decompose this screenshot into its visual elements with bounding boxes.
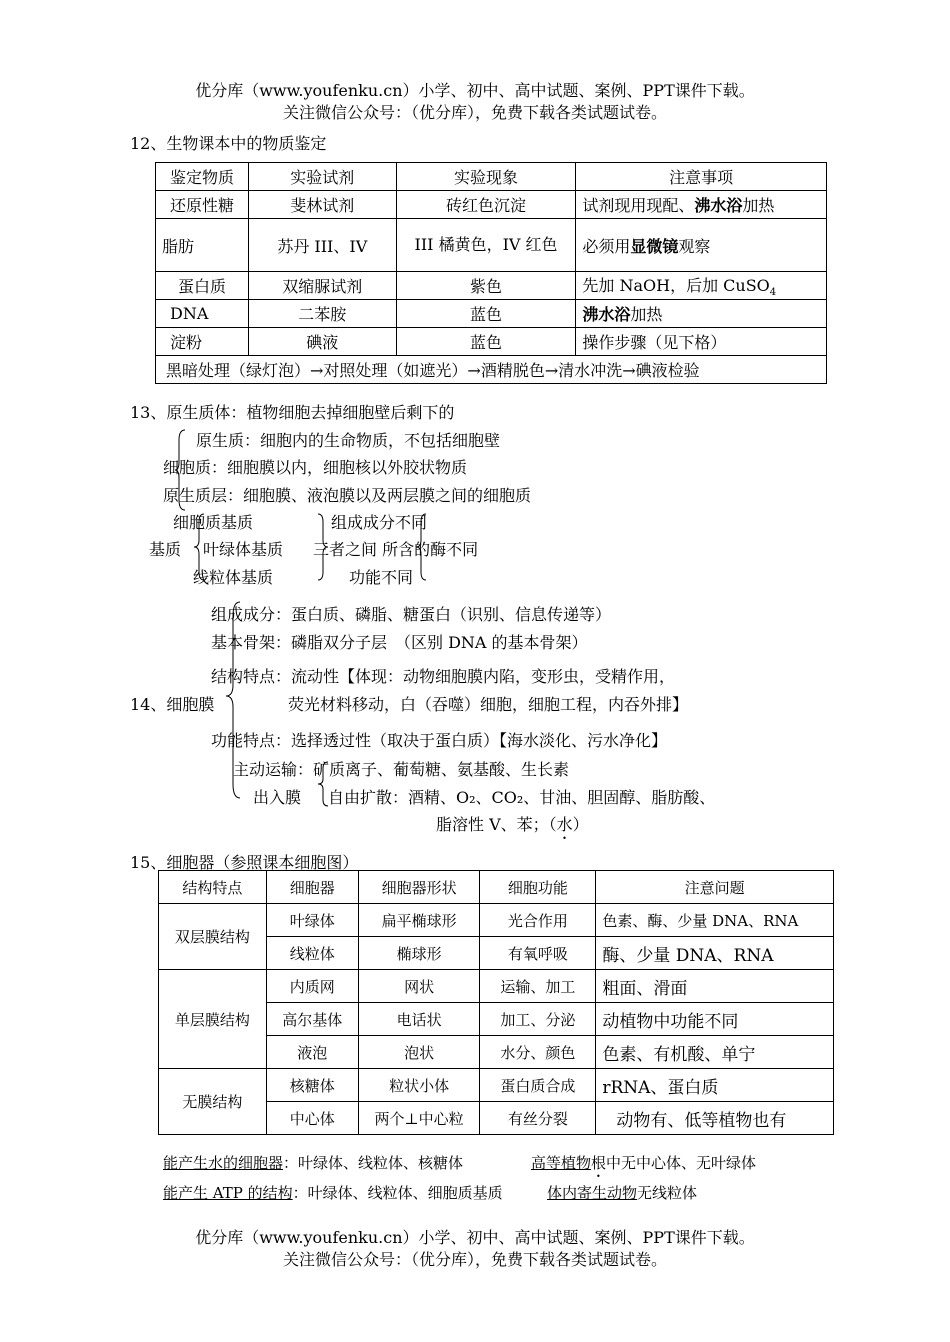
diffusion-close: ）	[572, 815, 589, 834]
diffusion-text: 脂溶性 V、苯；（	[436, 815, 557, 834]
header-cell: 细胞器	[266, 871, 358, 904]
note-text: 加热	[630, 305, 663, 324]
diff-1: 组成成分不同	[331, 513, 428, 532]
cell: III 橘黄色，IV 红色	[396, 219, 576, 272]
header-line-1: 优分库（www.youfenku.cn）小学、初中、高中试题、案例、PPT课件下载。	[195, 81, 755, 100]
cell: 紫色	[396, 272, 576, 300]
matrix-label: 基质	[149, 540, 182, 559]
section-14-label: 14、细胞膜	[130, 695, 215, 714]
header-cell: 结构特点	[159, 871, 267, 904]
cell: 苏丹 III、IV	[248, 219, 396, 272]
group-cell: 无膜结构	[159, 1069, 267, 1135]
cell: 酶、少量 DNA、RNA	[596, 937, 834, 970]
table-row	[159, 904, 834, 937]
note-parasite-text: 无线粒体	[637, 1184, 698, 1202]
cell: 碘液	[248, 328, 396, 356]
header-cell: 鉴定物质	[156, 163, 249, 191]
table-row	[156, 356, 827, 384]
protoplasm-line: 原生质：细胞内的生命物质，不包括细胞壁	[196, 431, 501, 450]
note-parasite-label: 体内寄生动物	[547, 1184, 638, 1202]
protoplast-layer-line: 原生质层：细胞膜、液泡膜以及两层膜之间的细胞质	[163, 486, 532, 505]
cell: 还原性糖	[156, 191, 249, 219]
table-header-row	[156, 163, 827, 191]
note-bold: 沸水浴	[582, 305, 631, 324]
membrane-composition: 组成成分：蛋白质、磷脂、糖蛋白（识别、信息传递等）	[211, 605, 612, 624]
matrix-3: 线粒体基质	[193, 568, 274, 587]
table-row	[159, 970, 834, 1003]
cell	[576, 272, 827, 300]
note-text: 必须用	[582, 236, 631, 256]
header-cell: 注意问题	[596, 871, 834, 904]
note-subscript: 4	[769, 287, 777, 299]
matrix-1: 细胞质基质	[173, 513, 254, 532]
note-water-label: 能产生水的细胞器	[163, 1154, 284, 1172]
note-text: 加热	[742, 196, 775, 215]
note-text: 试剂现用现配、	[582, 196, 695, 215]
table-row	[156, 272, 827, 300]
note-text: 先加 NaOH，后加 CuSO	[582, 275, 770, 295]
section-15-title: 15、细胞器（参照课本细胞图）	[130, 853, 359, 872]
membrane-function: 功能特点：选择透过性（取决于蛋白质）【海水淡化、污水净化】	[211, 731, 668, 750]
cell: 网状	[358, 970, 480, 1003]
transport-label: 出入膜	[253, 788, 302, 807]
cell: 加工、分泌	[480, 1003, 596, 1036]
note-text: 观察	[678, 236, 711, 256]
water-emphasis: 水	[556, 815, 573, 834]
steps-cell: 黑暗处理（绿灯泡）→对照处理（如遮光）→酒精脱色→清水冲洗→碘液检验	[156, 356, 827, 384]
note-higher-plants-text: 中无中心体、无叶绿体	[606, 1154, 757, 1172]
footer-line-1: 优分库（www.youfenku.cn）小学、初中、高中试题、案例、PPT课件下载。	[195, 1228, 755, 1247]
cell: 扁平椭球形	[358, 904, 480, 937]
cell: 脂肪	[156, 219, 249, 272]
cell: 蛋白质	[156, 272, 249, 300]
cell: 光合作用	[480, 904, 596, 937]
cell: 砖红色沉淀	[396, 191, 576, 219]
cell: 蛋白质合成	[480, 1069, 596, 1102]
cytoplasm-line: 细胞质：细胞膜以内，细胞核以外胶状物质	[163, 458, 468, 477]
section-12-title: 12、生物课本中的物质鉴定	[130, 134, 327, 153]
cell: DNA	[156, 300, 249, 328]
table-row	[156, 328, 827, 356]
section-13-title: 13、原生质体：植物细胞去掉细胞壁后剩下的	[130, 403, 455, 422]
group-cell: 单层膜结构	[159, 970, 267, 1069]
note-bold: 沸水浴	[694, 196, 743, 215]
cell	[576, 191, 827, 219]
identification-table	[155, 162, 827, 384]
cell: 操作步骤（见下格）	[576, 328, 827, 356]
note-water-text: ：叶绿体、线粒体、核糖体	[283, 1154, 464, 1172]
free-diffusion: 自由扩散：酒精、O₂、CO₂、甘油、胆固醇、脂肪酸、	[328, 788, 716, 807]
cell: 双缩脲试剂	[248, 272, 396, 300]
cell: 二苯胺	[248, 300, 396, 328]
table-row	[156, 219, 827, 272]
diff-3: 功能不同	[349, 568, 414, 587]
cell: 中心体	[266, 1102, 358, 1135]
cell: 水分、颜色	[480, 1036, 596, 1069]
free-diffusion-cont	[436, 812, 589, 843]
cell: 动物有、低等植物也有	[596, 1102, 834, 1135]
cell: 内质网	[266, 970, 358, 1003]
group-cell: 双层膜结构	[159, 904, 267, 970]
header-cell: 细胞器形状	[358, 871, 480, 904]
cell: 运输、加工	[480, 970, 596, 1003]
table-row	[156, 300, 827, 328]
cell	[576, 219, 827, 272]
cell: 泡状	[358, 1036, 480, 1069]
membrane-structure-2: 荧光材料移动，白（吞噬）细胞，细胞工程，内吞外排】	[288, 695, 689, 714]
cell: 两个⊥中心粒	[358, 1102, 480, 1135]
cell: 斐林试剂	[248, 191, 396, 219]
cell: 核糖体	[266, 1069, 358, 1102]
organelle-table	[158, 870, 834, 1135]
cell: 椭球形	[358, 937, 480, 970]
membrane-structure-1: 结构特点：流动性【体现：动物细胞膜内陷，变形虫，受精作用，	[211, 667, 676, 686]
cell	[576, 300, 827, 328]
cell: 线粒体	[266, 937, 358, 970]
cell: 电话状	[358, 1003, 480, 1036]
cell: 有氧呼吸	[480, 937, 596, 970]
cell: 蓝色	[396, 328, 576, 356]
header-cell: 细胞功能	[480, 871, 596, 904]
note-root-emphasis: 根	[591, 1154, 607, 1172]
header-cell: 注意事项	[576, 163, 827, 191]
note-atp-text: ：叶绿体、线粒体、细胞质基质	[292, 1184, 503, 1202]
cell: 动植物中功能不同	[596, 1003, 834, 1036]
active-transport: 主动运输：矿质离子、葡萄糖、氨基酸、生长素	[233, 760, 570, 779]
note-water	[163, 1152, 463, 1173]
matrix-2: 叶绿体基质	[203, 540, 284, 559]
cell: 色素、酶、少量 DNA、RNA	[596, 904, 834, 937]
cell: rRNA、蛋白质	[596, 1069, 834, 1102]
cell: 液泡	[266, 1036, 358, 1069]
note-parasite	[547, 1182, 697, 1203]
note-atp-label: 能产生 ATP 的结构	[163, 1184, 293, 1202]
header-cell: 实验试剂	[248, 163, 396, 191]
header-line-2: 关注微信公众号：（优分库），免费下载各类试题试卷。	[282, 103, 667, 122]
header-cell: 实验现象	[396, 163, 576, 191]
note-bold: 显微镜	[630, 236, 679, 256]
cell: 淀粉	[156, 328, 249, 356]
table-row	[156, 191, 827, 219]
table-row	[159, 1069, 834, 1102]
cell: 色素、有机酸、单宁	[596, 1036, 834, 1069]
membrane-skeleton: 基本骨架：磷脂双分子层 （区别 DNA 的基本骨架）	[211, 633, 588, 652]
footer-line-2: 关注微信公众号：（优分库），免费下载各类试题试卷。	[282, 1250, 667, 1269]
note-atp	[163, 1182, 503, 1203]
cell: 高尔基体	[266, 1003, 358, 1036]
table-header-row	[159, 871, 834, 904]
cell: 粒状小体	[358, 1069, 480, 1102]
cell: 蓝色	[396, 300, 576, 328]
note-higher-plants	[531, 1152, 756, 1181]
cell: 有丝分裂	[480, 1102, 596, 1135]
diff-2: 三者之间 所含的酶不同	[313, 540, 479, 559]
cell: 叶绿体	[266, 904, 358, 937]
note-higher-plants-label: 高等植物	[531, 1154, 592, 1172]
cell: 粗面、滑面	[596, 970, 834, 1003]
